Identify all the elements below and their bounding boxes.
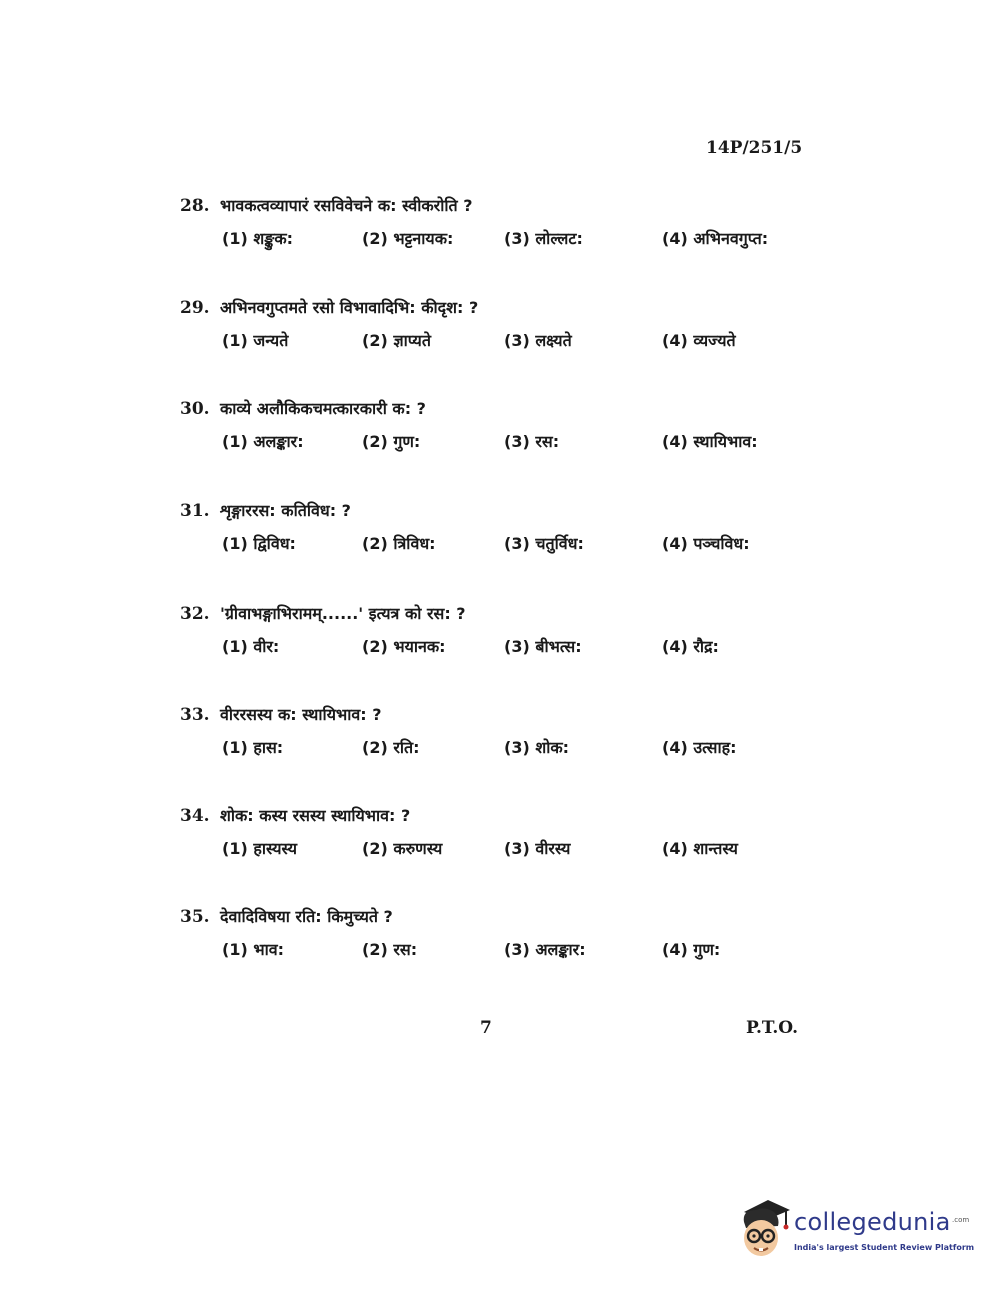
question-30 xyxy=(180,396,820,460)
option-1: (1) जन्यते xyxy=(222,331,289,350)
option-2: (2) ज्ञाप्यते xyxy=(362,331,431,350)
question-32 xyxy=(180,601,820,665)
option-2: (2) गुण: xyxy=(362,432,421,451)
option-1: (1) हास: xyxy=(222,738,284,757)
option-1: (1) भाव: xyxy=(222,940,285,959)
options xyxy=(180,837,820,867)
brand-domain: .com xyxy=(952,1216,970,1224)
pto-label: P.T.O. xyxy=(746,1018,798,1038)
question-text: शोक: कस्य रसस्य स्थायिभाव: ? xyxy=(220,806,411,825)
options xyxy=(180,635,820,665)
question-28 xyxy=(180,193,820,257)
option-3: (3) चतुर्विध: xyxy=(504,534,584,553)
question-number: 31. xyxy=(180,501,210,521)
question-29 xyxy=(180,295,820,359)
option-1: (1) वीर: xyxy=(222,637,280,656)
option-3: (3) अलङ्कार: xyxy=(504,940,586,959)
question-text: काव्ये अलौकिकचमत्कारकारी क: ? xyxy=(220,399,426,418)
option-4: (4) व्यज्यते xyxy=(662,331,736,350)
page-number: 7 xyxy=(480,1018,492,1038)
option-2: (2) करुणस्य xyxy=(362,839,443,858)
question-number: 32. xyxy=(180,604,210,624)
question-33 xyxy=(180,702,820,766)
collegedunia-mascot-icon xyxy=(734,1196,792,1266)
question-number: 35. xyxy=(180,907,210,927)
question-text: वीररसस्य क: स्थायिभाव: ? xyxy=(220,705,382,724)
option-2: (2) भट्टनायक: xyxy=(362,229,454,248)
options xyxy=(180,532,820,562)
question-text: भावकत्वव्यापारं रसविवेचने क: स्वीकरोति ? xyxy=(220,196,473,215)
question-34 xyxy=(180,803,820,867)
option-4: (4) उत्साह: xyxy=(662,738,737,757)
option-2: (2) रति: xyxy=(362,738,420,757)
option-3: (3) लोल्लट: xyxy=(504,229,583,248)
option-4: (4) अभिनवगुप्त: xyxy=(662,229,769,248)
question-text: शृङ्गाररस: कतिविध: ? xyxy=(220,501,351,520)
brand-name: collegedunia xyxy=(794,1208,951,1236)
option-4: (4) पञ्चविध: xyxy=(662,534,750,553)
option-1: (1) हास्यस्य xyxy=(222,839,297,858)
option-2: (2) त्रिविध: xyxy=(362,534,436,553)
option-2: (2) भयानक: xyxy=(362,637,446,656)
question-number: 28. xyxy=(180,196,210,216)
question-31 xyxy=(180,498,820,562)
options xyxy=(180,938,820,968)
paper-code: 14P/251/5 xyxy=(706,138,803,158)
options xyxy=(180,329,820,359)
collegedunia-watermark xyxy=(734,1196,975,1266)
option-1: (1) द्विविध: xyxy=(222,534,296,553)
options xyxy=(180,736,820,766)
option-3: (3) शोक: xyxy=(504,738,570,757)
option-3: (3) लक्ष्यते xyxy=(504,331,572,350)
question-number: 34. xyxy=(180,806,210,826)
brand-tagline: India's largest Student Review Platform xyxy=(794,1243,975,1252)
option-3: (3) बीभत्स: xyxy=(504,637,582,656)
option-4: (4) स्थायिभाव: xyxy=(662,432,758,451)
option-1: (1) शङ्कुक: xyxy=(222,229,294,248)
option-2: (2) रस: xyxy=(362,940,418,959)
question-text: अभिनवगुप्तमते रसो विभावादिभि: कीदृश: ? xyxy=(220,298,479,317)
options xyxy=(180,430,820,460)
option-4: (4) रौद्र: xyxy=(662,637,719,656)
question-text: 'ग्रीवाभङ्गाभिरामम्......' इत्यत्र को रस: ? xyxy=(220,604,466,623)
question-number: 30. xyxy=(180,399,210,419)
question-35 xyxy=(180,904,820,968)
options xyxy=(180,227,820,257)
option-4: (4) शान्तस्य xyxy=(662,839,738,858)
option-1: (1) अलङ्कार: xyxy=(222,432,304,451)
question-text: देवादिविषया रति: किमुच्यते ? xyxy=(220,907,393,926)
option-3: (3) रस: xyxy=(504,432,560,451)
question-number: 29. xyxy=(180,298,210,318)
question-number: 33. xyxy=(180,705,210,725)
option-4: (4) गुण: xyxy=(662,940,721,959)
option-3: (3) वीरस्य xyxy=(504,839,571,858)
